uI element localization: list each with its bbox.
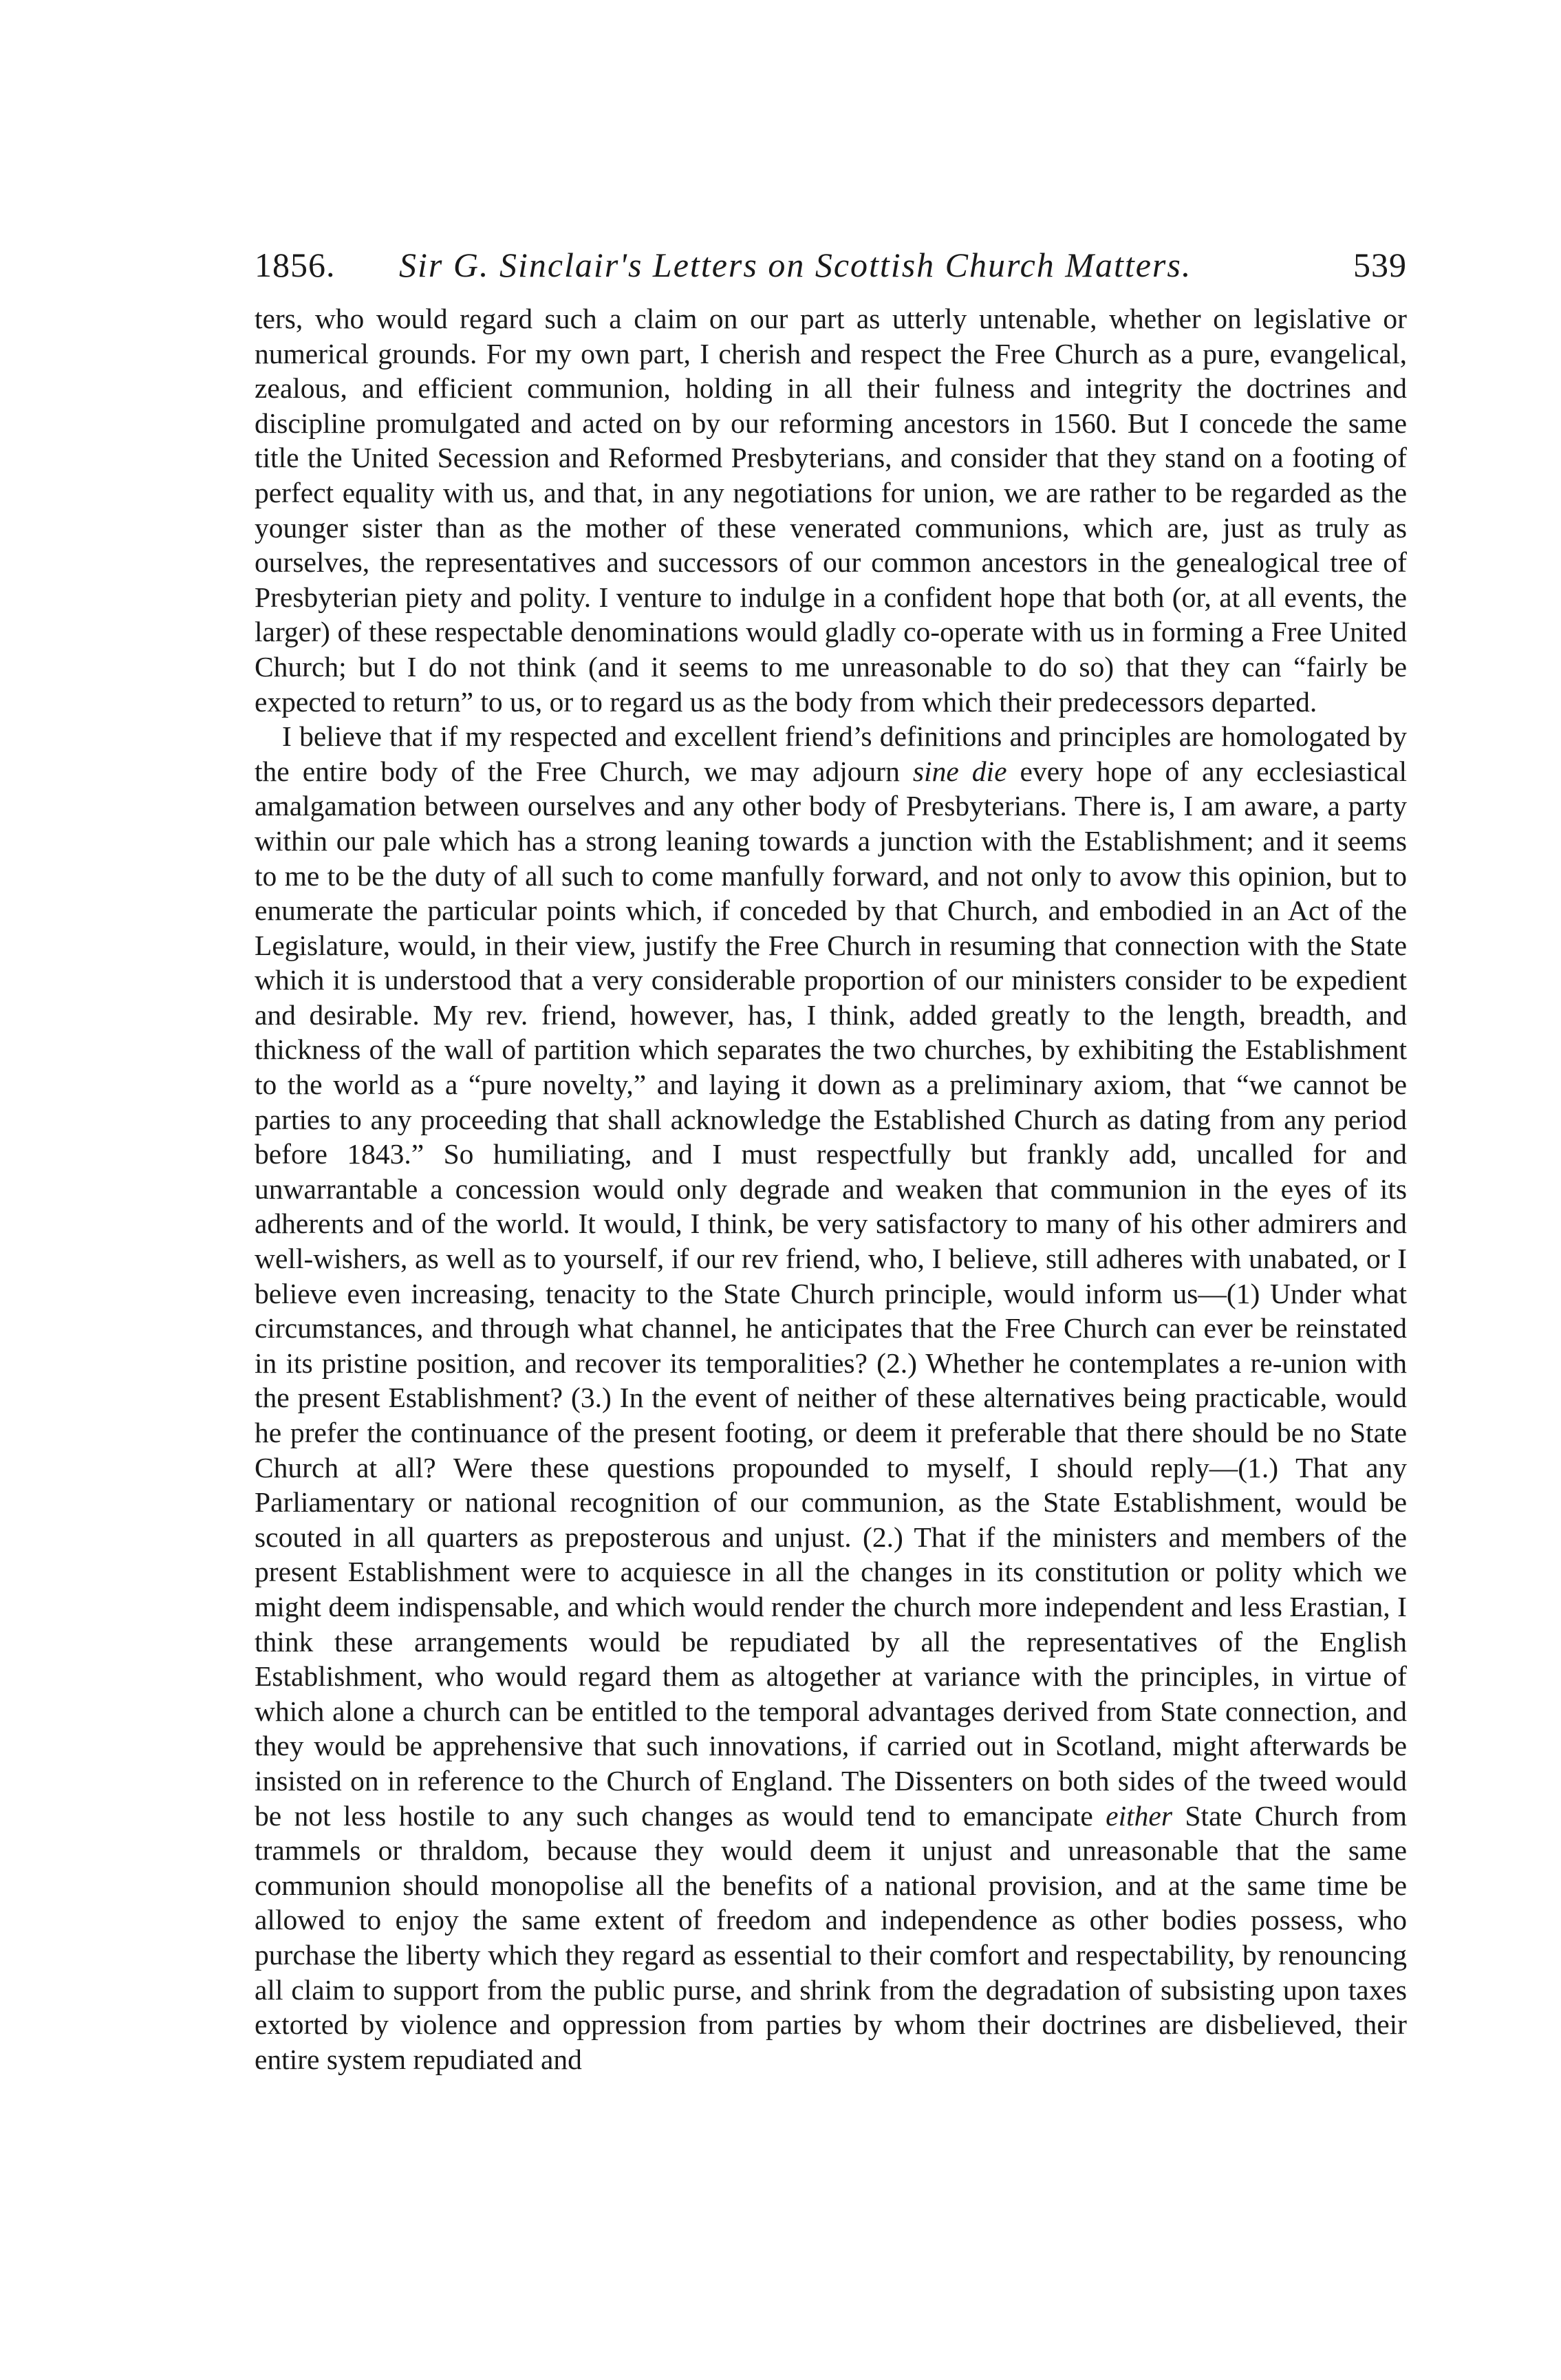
header-title: Sir G. Sinclair's Letters on Scottish Church Matters.	[399, 246, 1192, 284]
paragraph-2-segment-5: State Church from trammels or thraldom, because they would deem it unjust and unreasonable that the same communion should monopolise all the benefits of a national provision, and at the same time be allowed to enjoy the same extent of freedom and independence as other bodies possess, who purchase the liberty which they regard as essential to their comfort and respectability, by renouncing all claim to support from the public purse, and shrink from the degradation of subsisting upon taxes extorted by violence and oppression from parties by whom their doctrines are disbelieved, their entire system repudiated and	[255, 1799, 1407, 2075]
paragraph-2-segment-1: I believe that if my respected and excellent friend’s definitions and principles are homologated by the entire body of the Free Church, we may adjourn	[255, 720, 1407, 787]
book-page	[255, 234, 1407, 2077]
paragraph-2-italic-either: either	[1106, 1799, 1172, 1832]
paragraph-2	[255, 719, 1407, 2077]
running-head	[255, 234, 1407, 296]
paragraph-2-italic-sine-die: sine die	[912, 755, 1007, 787]
body-text	[255, 301, 1407, 2077]
paragraph-1	[255, 301, 1407, 719]
paragraph-1-segment-1: ters, who would regard such a claim on our part as utterly untenable, whether on legislative or numerical grounds. For my own part, I cherish and respect the Free Church as a pure, evangelical, zealous, and efficient communion, holding in all their fulness and integrity the doctrines and discipline promulgated and acted on by our reforming ancestors in 1560. But I concede the same title the United Secession and Reformed Presbyterians, and consider that they stand on a footing of perfect equality with us, and that, in any negotiations for union, we are rather to be regarded as the younger sister than as the mother of these venerated communions, which are, just as truly as ourselves, the representatives and successors of our common ancestors in the genealogical tree of Presbyterian piety and polity. I venture to indulge in a confident hope that both (or, at all events, the larger) of these respectable denominations would gladly co-operate with us in forming a Free United Church; but I do not think (and it seems to me unreasonable to do so) that they can “fairly be expected to return” to us, or to regard us as the body from which their predecessors departed.	[255, 303, 1407, 718]
header-year: 1856.	[255, 246, 336, 284]
page-number: 539	[1353, 246, 1407, 284]
paragraph-2-segment-3: every hope of any ecclesiastical amalgamation between ourselves and any other body of Presbyterians. There is, I am aware, a party within our pale which has a strong leaning towards a junction with the Establishment; and it seems to me to be the duty of all such to come manfully forward, and not only to avow this opinion, but to enumerate the particular points which, if conceded by that Church, and embodied in an Act of the Legislature, would, in their view, justify the Free Church in resuming that connection with the State which it is understood that a very considerable proportion of our ministers consider to be expedient and desirable. My rev. friend, however, has, I think, added greatly to the length, breadth, and thickness of the wall of partition which separates the two churches, by exhibiting the Establishment to the world as a “pure novelty,” and laying it down as a preliminary axiom, that “we cannot be parties to any proceeding that shall acknowledge the Established Church as dating from any period before 1843.” So humiliating, and I must respectfully but frankly add, uncalled for and unwarrantable a concession would only degrade and weaken that communion in the eyes of its adherents and of the world. It would, I think, be very satisfactory to many of his other admirers and well-wishers, as well as to yourself, if our rev friend, who, I believe, still adheres with unabated, or I believe even increasing, tenacity to the State Church principle, would inform us—(1) Under what circumstances, and through what channel, he anticipates that the Free Church can ever be reinstated in its pristine position, and recover its temporalities? (2.) Whether he contemplates a re-union with the present Establishment? (3.) In the event of neither of these alternatives being practicable, would he prefer the continuance of the present footing, or deem it preferable that there should be no State Church at all? Were these questions propounded to myself, I should reply—(1.) That any Parliamentary or national recognition of our communion, as the State Establishment, would be scouted in all quarters as preposterous and unjust. (2.) That if the ministers and members of the present Establishment were to acquiesce in all the changes in its constitution or polity which we might deem indispensable, and which would render the church more independent and less Erastian, I think these arrangements would be repudiated by all the representatives of the English Establishment, who would regard them as altogether at variance with the principles, in virtue of which alone a church can be entitled to the temporal advantages derived from State connection, and they would be apprehensive that such innovations, if carried out in Scotland, might afterwards be insisted on in reference to the Church of England. The Dissenters on both sides of the tweed would be not less hostile to any such changes as would tend to emancipate	[255, 755, 1407, 1832]
